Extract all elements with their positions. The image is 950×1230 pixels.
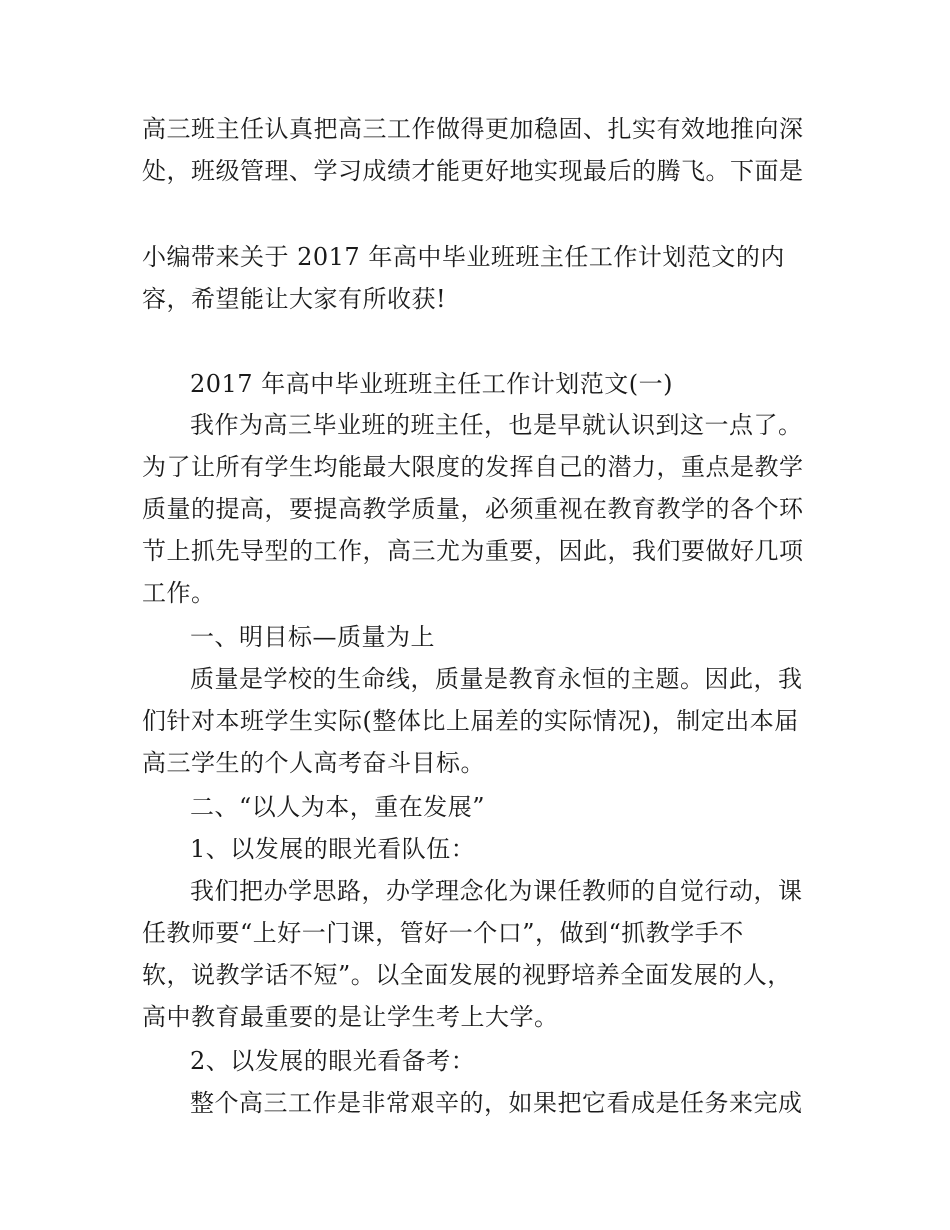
para2-line-2: 们针对本班学生实际(整体比上届差的实际情况)，制定出本届 — [142, 707, 799, 735]
para1-line-4: 节上抓先导型的工作，高三尤为重要，因此，我们要做好几项 — [142, 537, 804, 565]
subheading-1: 1、以发展的眼光看队伍： — [190, 835, 476, 863]
intro-line-4: 容，希望能让大家有所收获! — [142, 285, 447, 313]
heading-2: 二、“以人为本，重在发展” — [190, 793, 486, 821]
para3-line-1: 我们把办学思路，办学理念化为课任教师的自觉行动，课 — [190, 877, 803, 905]
para3-line-2: 任教师要“上好一门课，管好一个口”，做到“抓教学手不 — [142, 919, 744, 947]
para2-line-1: 质量是学校的生命线，质量是教育永恒的主题。因此，我 — [190, 665, 803, 693]
para3-line-3: 软，说教学话不短”。以全面发展的视野培养全面发展的人， — [142, 961, 792, 989]
para1-line-1: 我作为高三毕业班的班主任，也是早就认识到这一点了。 — [190, 411, 803, 439]
heading-1: 一、明目标—质量为上 — [190, 623, 435, 651]
para1-line-2: 为了让所有学生均能最大限度的发挥自己的潜力，重点是教学 — [142, 453, 804, 481]
subheading-2: 2、以发展的眼光看备考： — [190, 1047, 476, 1075]
section-title: 2017 年高中毕业班班主任工作计划范文(一) — [190, 370, 673, 398]
para3-line-4: 高中教育最重要的是让学生考上大学。 — [142, 1003, 559, 1031]
para1-line-5: 工作。 — [142, 579, 216, 607]
intro-line-1: 高三班主任认真把高三工作做得更加稳固、扎实有效地推向深 — [142, 115, 804, 143]
intro-line-3: 小编带来关于 2017 年高中毕业班班主任工作计划范文的内 — [142, 243, 785, 271]
para1-line-3: 质量的提高，要提高教学质量，必须重视在教育教学的各个环 — [142, 495, 804, 523]
intro-line-2: 处，班级管理、学习成绩才能更好地实现最后的腾飞。下面是 — [142, 157, 804, 185]
para2-line-3: 高三学生的个人高考奋斗目标。 — [142, 749, 485, 777]
para4-line-1: 整个高三工作是非常艰辛的，如果把它看成是任务来完成 — [190, 1089, 803, 1117]
